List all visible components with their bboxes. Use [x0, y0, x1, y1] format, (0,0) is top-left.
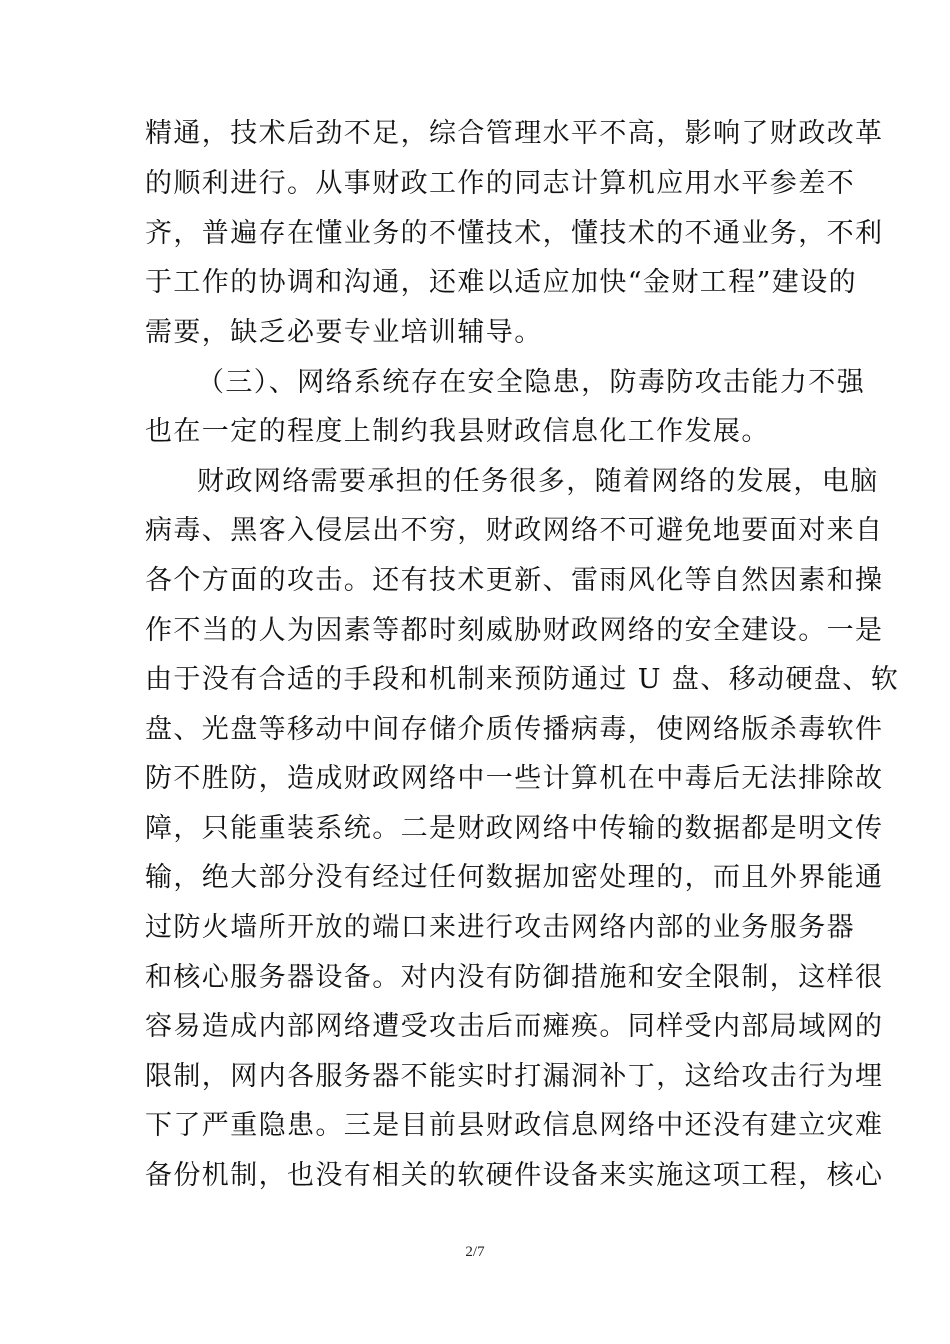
text-line: 盘、光盘等移动中间存储介质传播病毒，使网络版杀毒软件 [145, 714, 884, 745]
text-line: 于工作的协调和沟通，还难以适应加快“金财工程”建设的 [145, 267, 858, 298]
text-line: 障，只能重装系统。二是财政网络中传输的数据都是明文传 [145, 813, 884, 844]
text-line: 过防火墙所开放的端口来进行攻击网络内部的业务服务器 [145, 912, 855, 943]
text-line: 财政网络需要承担的任务很多，随着网络的发展，电脑 [197, 466, 879, 497]
text-line: 作不当的人为因素等都时刻威胁财政网络的安全建设。一是 [145, 615, 884, 646]
text-line: 精通，技术后劲不足，综合管理水平不高，影响了财政改革 [145, 118, 884, 149]
text-line: 防不胜防，造成财政网络中一些计算机在中毒后无法排除故 [145, 763, 884, 794]
text-line: 各个方面的攻击。还有技术更新、雷雨风化等自然因素和操 [145, 565, 884, 596]
text-line: 和核心服务器设备。对内没有防御措施和安全限制，这样很 [145, 962, 884, 993]
text-line: 齐，普遍存在懂业务的不懂技术，懂技术的不通业务，不利 [145, 218, 884, 249]
section-heading-line: （三）、网络系统存在安全隐患，防毒防攻击能力不强 [197, 367, 866, 398]
text-line: 容易造成内部网络遭受攻击后而瘫痪。同样受内部局域网的 [145, 1011, 884, 1042]
text-line: 限制，网内各服务器不能实时打漏洞补丁，这给攻击行为埋 [145, 1061, 884, 1092]
text-line: 的顺利进行。从事财政工作的同志计算机应用水平参差不 [145, 168, 855, 199]
text-line: 由于没有合适的手段和机制来预防通过 U 盘、移动硬盘、软 [145, 664, 900, 695]
text-line: 备份机制，也没有相关的软硬件设备来实施这项工程，核心 [145, 1160, 884, 1191]
section-heading-line: 也在一定的程度上制约我县财政信息化工作发展。 [145, 416, 770, 447]
text-line: 病毒、黑客入侵层出不穷，财政网络不可避免地要面对来自 [145, 515, 884, 546]
text-line: 需要，缺乏必要专业培训辅导。 [145, 317, 543, 348]
page-number: 2/7 [465, 1244, 485, 1260]
text-line: 下了严重隐患。三是目前县财政信息网络中还没有建立灾难 [145, 1110, 884, 1141]
text-line: 输，绝大部分没有经过任何数据加密处理的，而且外界能通 [145, 862, 884, 893]
